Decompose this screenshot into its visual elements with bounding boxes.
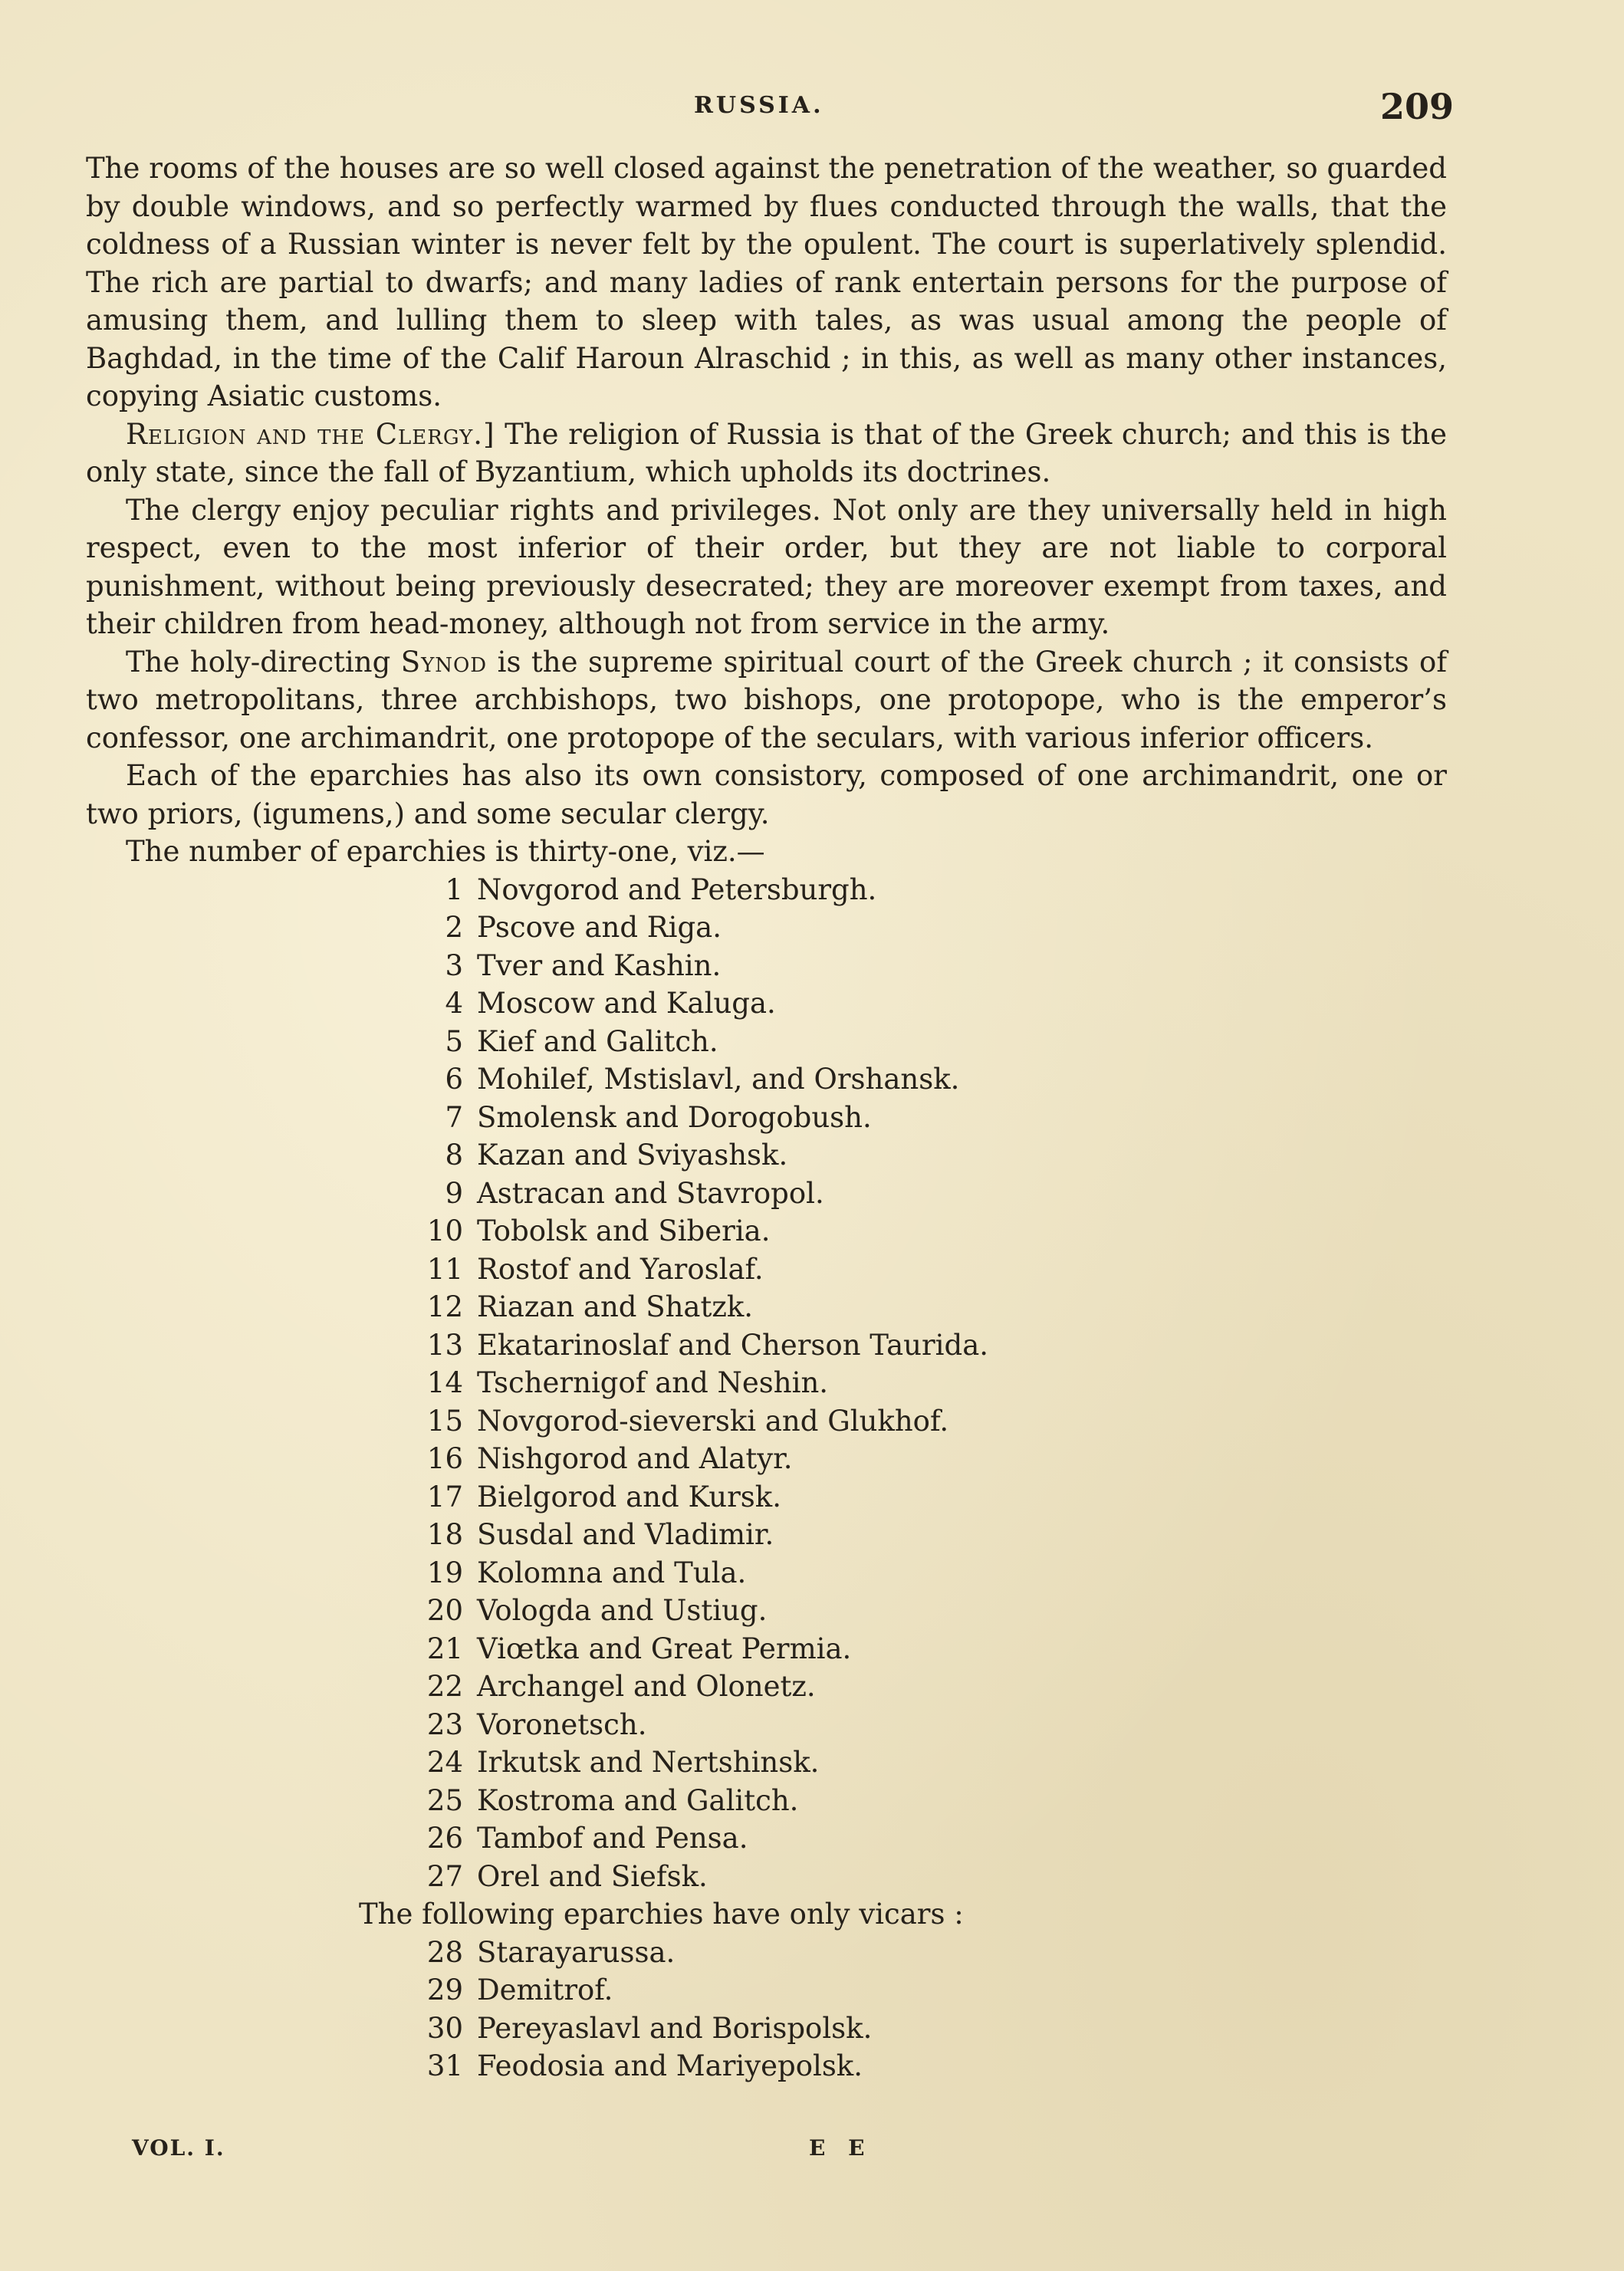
eparchy-item — [86, 1554, 1447, 1592]
eparchy-item — [86, 984, 1447, 1023]
eparchy-item — [86, 1668, 1447, 1706]
eparchy-number: 10 — [426, 1214, 463, 1247]
signature-mark: E E — [809, 2135, 873, 2161]
eparchy-item — [86, 1819, 1447, 1858]
vicars-heading: The following eparchies have only vicars : — [359, 1898, 964, 1931]
eparchy-name: Rostof and Yaroslaf. — [477, 1252, 764, 1286]
eparchy-name: Starayarussa. — [477, 1935, 676, 1969]
eparchy-name: Irkutsk and Nertshinsk. — [477, 1746, 820, 1779]
eparchy-name: Viœtka and Great Permia. — [477, 1632, 852, 1665]
eparchy-name: Moscow and Kaluga. — [477, 987, 776, 1020]
eparchy-number: 5 — [445, 1024, 463, 1058]
eparchy-number: 14 — [426, 1366, 463, 1399]
eparchy-number: 13 — [426, 1328, 463, 1362]
running-head — [0, 86, 1624, 132]
eparchy-item — [86, 1858, 1447, 1896]
eparchy-name: Demitrof. — [477, 1974, 613, 2006]
eparchy-number: 30 — [426, 2011, 463, 2045]
eparchy-number: 17 — [426, 1480, 463, 1513]
eparchy-number: 26 — [426, 1822, 463, 1855]
eparchy-item — [86, 1060, 1447, 1099]
running-title: RUSSIA. — [694, 92, 824, 119]
eparchy-item — [86, 1402, 1447, 1441]
eparchy-item — [86, 2010, 1447, 2048]
eparchy-name: Kostroma and Galitch. — [477, 1783, 799, 1817]
eparchy-item — [86, 947, 1447, 985]
eparchy-item — [86, 1023, 1447, 1061]
eparchy-number: 20 — [426, 1594, 463, 1627]
eparchy-name: Novgorod and Petersburgh. — [477, 873, 877, 906]
eparchy-item — [86, 1288, 1447, 1326]
eparchy-number: 9 — [445, 1176, 463, 1210]
eparchy-name: Orel and Siefsk. — [477, 1859, 708, 1893]
eparchy-item — [86, 1478, 1447, 1517]
eparchy-number: 29 — [426, 1974, 463, 2006]
paragraph-houses: The rooms of the houses are so well closed against the penetration of the weather, so guarded by double windows, and so perfectly warmed by flues conducted through the walls, that the coldness of a Russian winter is never felt by the opulent. The court is superlatively splendid. The rich are partial to dwarfs; and many ladies of rank entertain persons for the purpose of amusing them, and lulling them to sleep with tales, as was usual among the people of Baghdad, in the time of the Calif Haroun Alraschid ; in this, as well as many other instances, copying Asiatic customs. — [86, 152, 1447, 412]
page-number: 209 — [1380, 86, 1455, 127]
eparchy-name: Kolomna and Tula. — [477, 1556, 747, 1589]
eparchy-name: Feodosia and Mariyepolsk. — [477, 2049, 863, 2082]
eparchy-item — [86, 1630, 1447, 1668]
eparchy-name: Nishgorod and Alatyr. — [477, 1442, 793, 1475]
eparchy-number: 2 — [445, 911, 463, 944]
eparchy-number: 31 — [426, 2049, 463, 2082]
eparchy-number: 7 — [445, 1100, 463, 1134]
eparchy-item — [86, 1326, 1447, 1365]
eparchy-number: 18 — [426, 1518, 463, 1551]
paragraph-religion-body: The religion of Russia is that of the Greek church; and this is the only state, since the fall of Byzantium, which upholds its doctrines. — [86, 417, 1447, 488]
paragraph-synod-end: is the supreme spiritual court of the Greek church ; it consists of two metropolitans, three archbishops, two bishops, one protopope, who is the emperor’s confessor, one archimandrit, one protopope of the seculars, with various inferior officers. — [86, 645, 1448, 754]
eparchy-name: Tobolsk and Siberia. — [477, 1214, 771, 1247]
paragraph-synod-start: The holy-directing — [126, 645, 401, 679]
eparchy-number: 28 — [426, 1935, 463, 1969]
eparchy-item — [86, 1364, 1447, 1402]
eparchy-name: Kazan and Sviyashsk. — [477, 1139, 788, 1172]
eparchy-item — [86, 2047, 1447, 2085]
eparchy-number: 15 — [426, 1404, 463, 1438]
eparchy-number: 22 — [426, 1670, 463, 1703]
eparchy-number: 3 — [445, 948, 463, 982]
eparchy-name: Kief and Galitch. — [477, 1024, 718, 1058]
eparchy-name: Ekatarinoslaf and Cherson Taurida. — [477, 1328, 989, 1362]
eparchy-item — [86, 1440, 1447, 1478]
eparchy-number: 8 — [445, 1139, 463, 1172]
paragraph-religion — [86, 416, 1447, 491]
eparchy-number: 16 — [426, 1442, 463, 1475]
eparchy-item — [86, 1212, 1447, 1251]
eparchy-item — [86, 1136, 1447, 1175]
eparchy-name: Astracan and Stavropol. — [477, 1176, 824, 1210]
eparchy-item — [86, 1592, 1447, 1630]
eparchy-name: Riazan and Shatzk. — [477, 1290, 754, 1323]
eparchy-name: Vologda and Ustiug. — [477, 1594, 768, 1627]
body-text — [86, 150, 1447, 2085]
eparchy-item — [86, 1934, 1447, 1972]
eparchy-number: 23 — [426, 1707, 463, 1741]
eparchy-number: 27 — [426, 1859, 463, 1893]
eparchy-number: 25 — [426, 1783, 463, 1817]
eparchy-item — [86, 1744, 1447, 1782]
paragraph-synod — [86, 643, 1447, 758]
paragraph-clergy: The clergy enjoy peculiar rights and privileges. Not only are they universally held in high respect, even to the most inferior of their order, but they are not liable to corporal punishment, without being previously desecrated; they are moreover exempt from taxes, and their children from head-money, although not from service in the army. — [86, 493, 1447, 640]
eparchy-number: 24 — [426, 1746, 463, 1779]
eparchy-item — [86, 909, 1447, 947]
page-footer — [0, 2135, 1624, 2174]
vicar-eparchy-list — [86, 1934, 1447, 2085]
eparchy-name: Tambof and Pensa. — [477, 1822, 748, 1855]
eparchy-name: Susdal and Vladimir. — [477, 1518, 774, 1551]
eparchy-list — [86, 871, 1447, 1896]
eparchy-number: 12 — [426, 1290, 463, 1323]
eparchy-name: Pscove and Riga. — [477, 911, 722, 944]
eparchy-item — [86, 1099, 1447, 1137]
eparchy-name: Voronetsch. — [477, 1707, 647, 1741]
section-heading-religion: Religion and the Clergy.] — [126, 417, 495, 451]
eparchy-number: 19 — [426, 1556, 463, 1589]
eparchy-name: Archangel and Olonetz. — [477, 1670, 816, 1703]
eparchy-number: 4 — [445, 987, 463, 1020]
eparchy-name: Smolensk and Dorogobush. — [477, 1100, 872, 1134]
paragraph-consistory: Each of the eparchies has also its own consistory, composed of one archimandrit, one or two priors, (igumens,) and some secular clergy. — [86, 759, 1447, 830]
eparchy-name: Novgorod-sieverski and Glukhof. — [477, 1404, 949, 1438]
eparchy-number: 6 — [445, 1063, 463, 1096]
eparchy-item — [86, 1516, 1447, 1554]
eparchy-item — [86, 1251, 1447, 1289]
eparchy-item — [86, 1175, 1447, 1213]
eparchy-name: Tschernigof and Neshin. — [477, 1366, 829, 1399]
paragraph-eparchy-count: The number of eparchies is thirty-one, viz.— — [126, 835, 765, 868]
eparchy-item — [86, 1782, 1447, 1820]
eparchy-name: Tver and Kashin. — [477, 948, 722, 982]
eparchy-name: Pereyaslavl and Borispolsk. — [477, 2011, 873, 2045]
eparchy-item — [86, 1971, 1447, 2010]
volume-label: VOL. I. — [132, 2135, 225, 2161]
synod-term: Synod — [400, 645, 488, 679]
eparchy-number: 1 — [445, 873, 463, 906]
eparchy-number: 11 — [426, 1252, 463, 1286]
eparchy-number: 21 — [426, 1632, 463, 1665]
eparchy-item — [86, 1706, 1447, 1744]
eparchy-item — [86, 871, 1447, 909]
eparchy-name: Bielgorod and Kursk. — [477, 1480, 781, 1513]
eparchy-name: Mohilef, Mstislavl, and Orshansk. — [477, 1063, 960, 1096]
